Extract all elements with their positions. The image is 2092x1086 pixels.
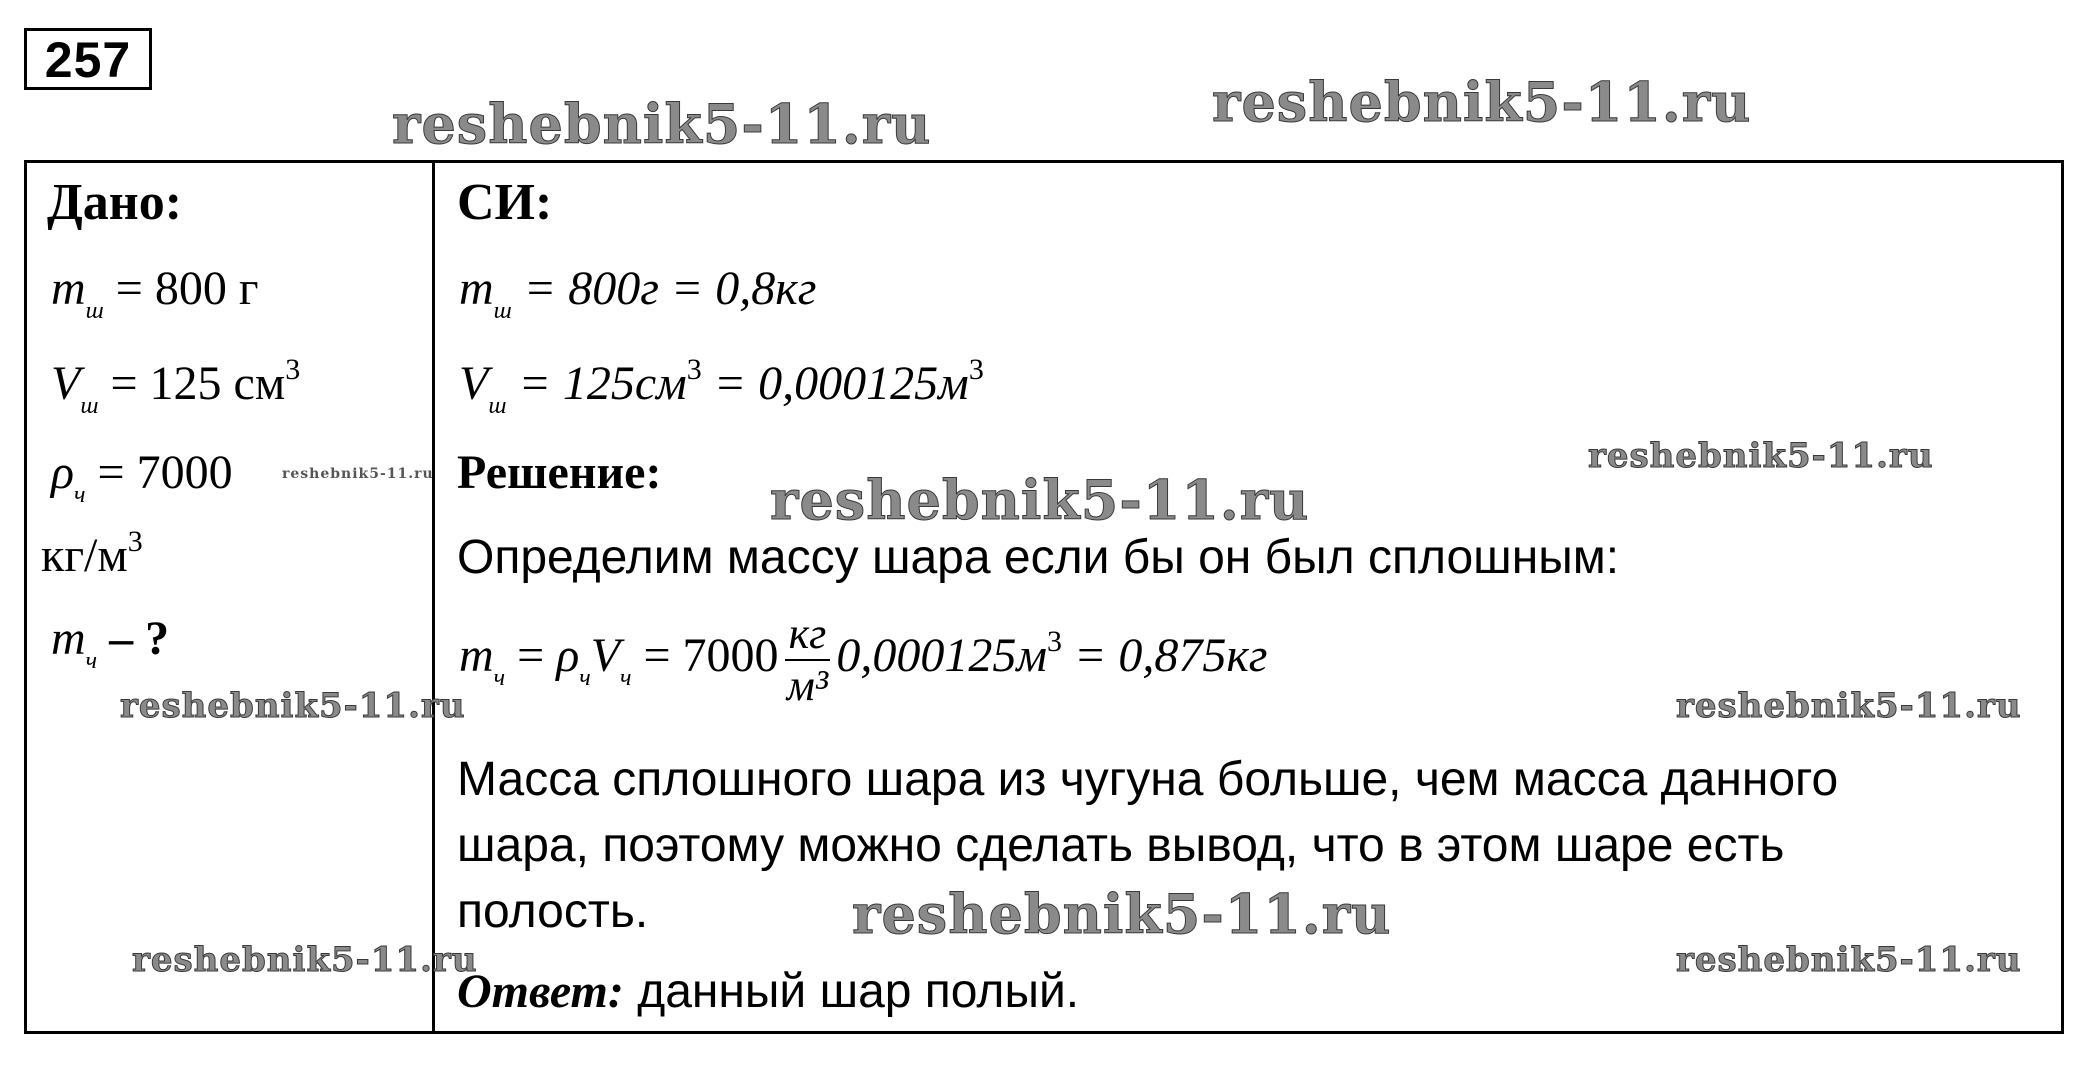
- watermark: reshebnik5-11.ru: [1676, 686, 2022, 726]
- watermark: reshebnik5-11.ru: [132, 940, 478, 980]
- solution-table: [24, 160, 2064, 1034]
- given-density-unit: $кг/м^3$: [41, 525, 143, 582]
- watermark: reshebnik5-11.ru: [282, 466, 434, 482]
- conclusion-line-2: шара, поэтому можно сделать вывод, что в этом шаре есть: [457, 819, 1785, 872]
- si-volume: $V_ш = 125см^3 = 0,000125м^3$: [459, 353, 984, 419]
- problem-number: 257: [24, 28, 152, 90]
- given-density: $\rho_ч = 7000$: [51, 446, 233, 508]
- watermark: reshebnik5-11.ru: [120, 686, 466, 726]
- si-mass: $m_ш = 800г = 0,8кг$: [459, 262, 817, 324]
- given-unknown: $m_ч$ – ?: [51, 612, 170, 674]
- conclusion-line-3: полость.: [457, 885, 649, 938]
- given-volume: $V_ш = 125$ $см^3$: [51, 353, 301, 419]
- si-heading: СИ:: [457, 174, 553, 231]
- watermark: reshebnik5-11.ru: [1212, 70, 1752, 134]
- answer-line: Ответ: данный шар полый.: [457, 965, 1080, 1018]
- conclusion-line-1: Масса сплошного шара из чугуна больше, чем масса данного: [457, 753, 1839, 806]
- watermark: reshebnik5-11.ru: [1588, 436, 1934, 476]
- watermark: reshebnik5-11.ru: [392, 92, 932, 156]
- column-divider: [432, 163, 435, 1031]
- given-heading: Дано:: [47, 174, 183, 231]
- watermark: reshebnik5-11.ru: [1676, 940, 2022, 980]
- solution-intro: Определим массу шара если бы он был сплошным:: [457, 531, 1620, 584]
- given-mass: $m_ш = 800$ г: [51, 262, 259, 324]
- watermark: reshebnik5-11.ru: [852, 882, 1392, 946]
- solution-formula: $m_ч = \rho_чV_ч = 7000$ $\frac{кг}{\text{м³}}$ $0,000125м^3 = 0,875кг$: [459, 609, 1268, 710]
- solution-heading: Решение:: [457, 446, 662, 499]
- unit-fraction: $\frac{кг}{\text{м³}}$: [785, 609, 831, 711]
- watermark: reshebnik5-11.ru: [770, 468, 1310, 532]
